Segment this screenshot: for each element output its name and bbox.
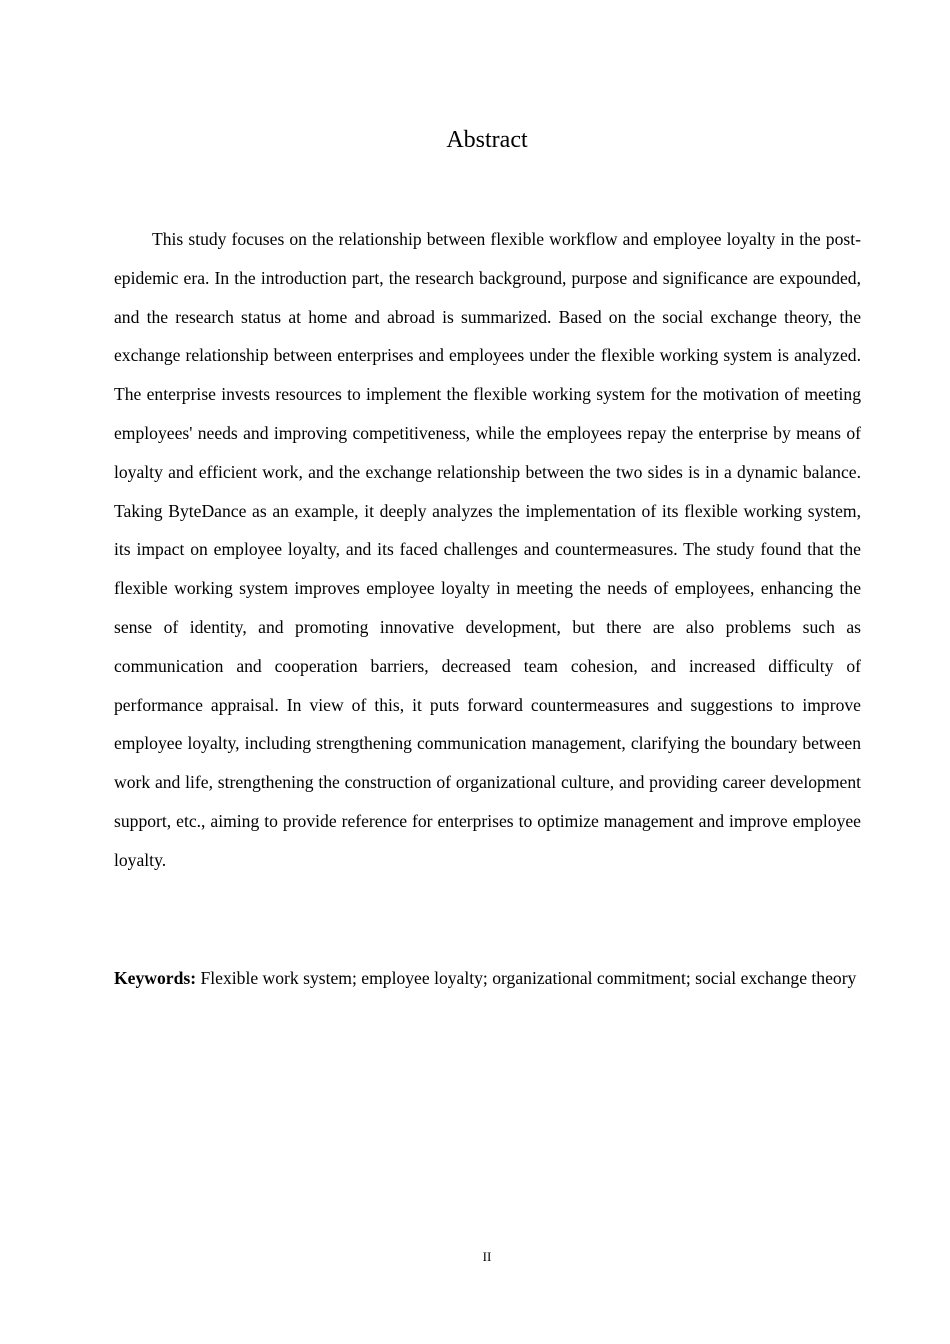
abstract-title: Abstract: [446, 127, 528, 153]
abstract-body: This study focuses on the relationship between flexible workflow and employee loyalty in the post-epidemic era. In the introduction part, the research background, purpose and significance are expounded, and the research status at home and abroad is summarized. Based on the social exchange theory, the exchange relationship between enterprises and employees under the flexible working system is analyzed. The enterprise invests resources to implement the flexible working system for the motivation of meeting employees' needs and improving competitiveness, while the employees repay the enterprise by means of loyalty and efficient work, and the exchange relationship between the two sides is in a dynamic balance. Taking ByteDance as an example, it deeply analyzes the implementation of its flexible working system, its impact on employee loyalty, and its faced challenges and countermeasures. The study found that the flexible working system improves employee loyalty in meeting the needs of employees, enhancing the sense of identity, and promoting innovative development, but there are also problems such as communication and cooperation barriers, decreased team cohesion, and increased difficulty of performance appraisal. In view of this, it puts forward countermeasures and suggestions to improve employee loyalty, including strengthening communication management, clarifying the boundary between work and life, strengthening the construction of organizational culture, and providing career development support, etc., aiming to provide reference for enterprises to optimize management and improve employee loyalty.: [114, 229, 861, 870]
keywords-paragraph: [114, 960, 859, 996]
keywords-text: Flexible work system; employee loyalty; organizational commitment; social exchange theory: [200, 968, 857, 988]
page-number: II: [482, 1249, 492, 1264]
keywords-label: Keywords:: [114, 968, 197, 988]
